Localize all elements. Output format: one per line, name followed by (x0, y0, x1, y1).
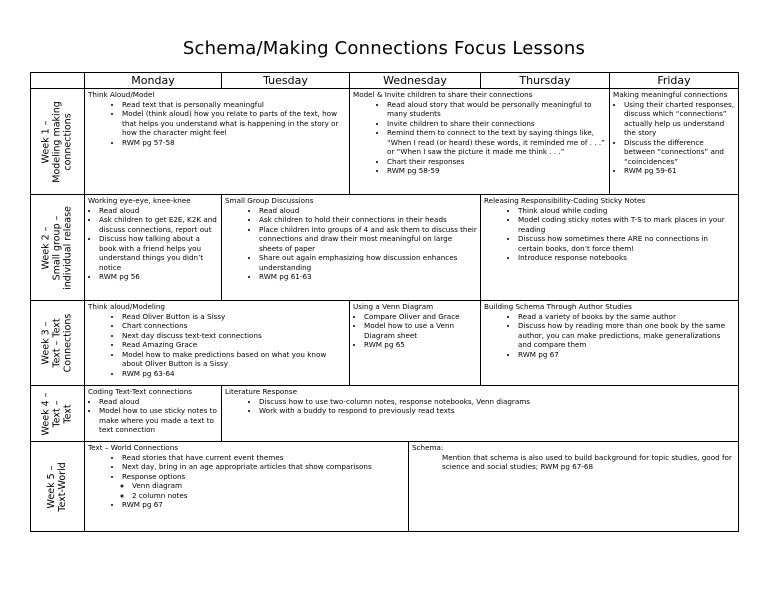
list-item: • Model how to use sticky notes to make where you made a text to text connection (99, 406, 218, 435)
cell-heading: Think Aloud/Model (88, 90, 155, 99)
list-item: • RWM pg 61-63 (259, 272, 477, 282)
cell-heading: Schema: (412, 443, 444, 452)
sub-list-item: ◦ Venn diagram (132, 481, 405, 491)
list-item: • RWM pg 56 (99, 272, 218, 282)
week-5-right-cell (408, 441, 739, 532)
day-header-friday: Friday (609, 72, 739, 89)
week-2-monday-cell (84, 194, 222, 301)
cell-heading: Text – World Connections (88, 443, 178, 452)
week-5-label: Week 5 – Text-World (30, 441, 85, 532)
list-item: • Ask children to hold their connections in their heads (259, 215, 477, 225)
list-item: • Next day, bring in an age appropriate articles that show comparisons (122, 462, 405, 472)
list-item: • Model how to use a Venn Diagram sheet (364, 321, 477, 340)
list-item: • Ask children to get E2E, K2K and discuss connections, report out (99, 215, 218, 234)
list-item: • Read aloud (259, 206, 477, 216)
list-item: • Invite children to share their connections (387, 119, 606, 129)
week-4-tuesday-friday-cell (221, 385, 739, 442)
list-item: • RWM pg 63-64 (122, 369, 346, 379)
list-item: • RWM pg 67 (518, 350, 735, 360)
week-2-tuesday-wednesday-cell (221, 194, 481, 301)
list-item: • RWM pg 59-61 (624, 166, 735, 176)
day-header-monday: Monday (84, 72, 222, 89)
list-item: • Response options ◦ Venn diagram ◦ 2 column notes (122, 472, 405, 501)
cell-heading: Think aloud/Modeling (88, 302, 165, 311)
list-item: • Read aloud (99, 206, 218, 216)
list-item: • Read aloud (99, 397, 218, 407)
list-item: • Read a variety of books by the same author (518, 312, 735, 322)
cell-heading: Model & Invite children to share their connections (353, 90, 533, 99)
cell-heading: Building Schema Through Author Studies (484, 302, 632, 311)
week-3-monday-tuesday-cell (84, 300, 350, 386)
week-3-thursday-friday-cell (480, 300, 739, 386)
list-item: • Discuss how talking about a book with a friend helps you understand things you didn’t notice (99, 234, 218, 272)
list-item: • Think aloud while coding (518, 206, 735, 216)
list-item: • Model (think aloud) how you relate to parts of the text, how that helps you understand what is happening in the story or how the character might feel (122, 109, 346, 138)
week-5-left-cell (84, 441, 409, 532)
list-item: • Discuss how to use two-column notes, response notebooks, Venn diagrams (259, 397, 735, 407)
week-1-friday-cell (609, 88, 739, 195)
list-item: • Using their charted responses, discuss which “connections” actually help us understand the story (624, 100, 735, 138)
list-item: • Discuss the difference between “connections” and “coincidences” (624, 138, 735, 167)
list-item: • Discuss how by reading more than one book by the same author, you can make predictions, make generalizations and compare them (518, 321, 735, 350)
list-item: • RWM pg 65 (364, 340, 477, 350)
day-header-tuesday: Tuesday (221, 72, 350, 89)
cell-heading: Working eye-eye, knee-knee (88, 196, 191, 205)
list-item: • RWM pg 58-59 (387, 166, 606, 176)
list-item: • Read Amazing Grace (122, 340, 346, 350)
week-1-wednesday-thursday-cell (349, 88, 610, 195)
week-1-monday-tuesday-cell (84, 88, 350, 195)
list-item: • Chart their responses (387, 157, 606, 167)
cell-heading: Coding Text-Text connections (88, 387, 193, 396)
cell-heading: Small Group Discussions (225, 196, 314, 205)
list-item: • Chart connections (122, 321, 346, 331)
list-item: • RWM pg 57-58 (122, 138, 346, 148)
list-item: • Model how to make predictions based on what you know about Oliver Button is a Sissy (122, 350, 346, 369)
cell-heading: Using a Venn Diagram (353, 302, 434, 311)
list-item: • Read stories that have current event themes (122, 453, 405, 463)
cell-heading: Literature Response (225, 387, 297, 396)
cell-heading: Making meaningful connections (613, 90, 728, 99)
list-item: • Read aloud story that would be personally meaningful to many students (387, 100, 606, 119)
schema-note: Mention that schema is also used to build background for topic studies, good for science and social studies; RWM pg 67-68 (442, 452, 732, 471)
week-3-label: Week 3 – Text – Text Connections (30, 300, 85, 386)
corner-cell (30, 72, 85, 89)
week-2-thursday-friday-cell (480, 194, 739, 301)
list-item: • Discuss how sometimes there ARE no connections in certain books, don’t force them! (518, 234, 735, 253)
week-4-monday-cell (84, 385, 222, 442)
list-item: • Place children into groups of 4 and ask them to discuss their connections and draw their most meaningful on large sheets of paper (259, 225, 477, 254)
page-title: Schema/Making Connections Focus Lessons (182, 38, 586, 59)
list-item: • Work with a buddy to respond to previously read texts (259, 406, 735, 416)
sub-list-item: ◦ 2 column notes (132, 491, 405, 501)
cell-heading: Releasing Responsibility-Coding Sticky Notes (484, 196, 646, 205)
list-item: • Compare Oliver and Grace (364, 312, 477, 322)
list-item: • Next day discuss text-text connections (122, 331, 346, 341)
list-item: • Share out again emphasizing how discussion enhances understanding (259, 253, 477, 272)
day-header-wednesday: Wednesday (349, 72, 481, 89)
list-item: • Model coding sticky notes with T-S to mark places in your reading (518, 215, 735, 234)
list-item: • Read text that is personally meaningful (122, 100, 346, 110)
day-header-thursday: Thursday (480, 72, 610, 89)
list-item: • Remind them to connect to the text by saying things like, “When I read (or heard) these words, it reminded me of . . .” or “When I saw the picture it made me think . . .” (387, 128, 606, 157)
list-item: • RWM pg 67 (122, 500, 405, 510)
week-3-wednesday-cell (349, 300, 481, 386)
week-2-label: Week 2 – Small group – individual release (30, 194, 85, 301)
week-4-label: Week 4 – Text – Text (30, 385, 85, 442)
list-item: • Read Oliver Button is a Sissy (122, 312, 346, 322)
list-item: • Introduce response notebooks (518, 253, 735, 263)
week-1-label: Week 1 – Modeling making connections (30, 88, 85, 195)
